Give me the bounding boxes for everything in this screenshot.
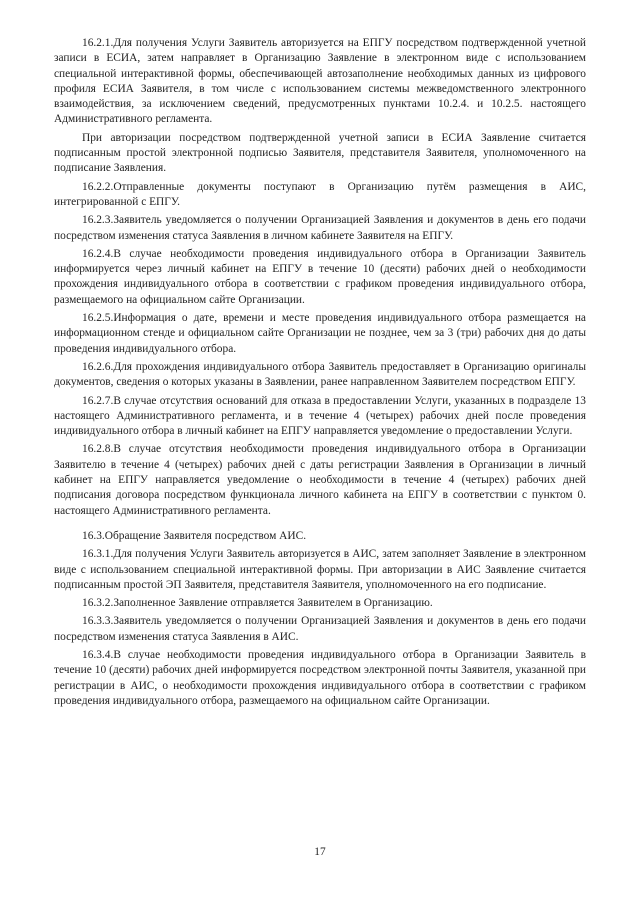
page-number: 17	[314, 846, 326, 858]
paragraph-16-2-7: 16.2.7.В случае отсутствия оснований для отказа в предоставлении Услуги, указанных в подразделе 13 настоящего Административного регламента, и в течение 4 (четырех) рабочих дней после проведения индивидуального отбора в личный кабинет на ЕПГУ направляется уведомление о предоставлении Услуги.	[54, 394, 586, 438]
document-page	[54, 36, 586, 712]
paragraph-16-2-3: 16.2.3.Заявитель уведомляется о получении Организацией Заявления и документов в день его подачи посредством изменения статуса Заявления в личном кабинете Заявителя на ЕПГУ.	[54, 214, 586, 242]
paragraph-esia-signature: При авторизации посредством подтвержденной учетной записи в ЕСИА Заявление считается подписанным простой электронной подписью Заявителя, представителя Заявителя, уполномоченного на подписание Заявления.	[54, 131, 586, 175]
paragraph-16-3-4: 16.3.4.В случае необходимости проведения индивидуального отбора в Организации Заявитель в течение 10 (десяти) рабочих дней информируется посредством электронной почты Заявителя, указанной при регистрации в АИС, о необходимости прохождения индивидуального отбора в соответствии с графиком проведения индивидуального отбора, размещаемого на официальном сайте Организации.	[54, 648, 586, 707]
paragraph-16-2-4: 16.2.4.В случае необходимости проведения индивидуального отбора в Организации Заявитель информируется через личный кабинет на ЕПГУ в течение 10 (десяти) рабочих дней о необходимости прохождения индивидуального отбора в соответствии с графиком проведения индивидуального отбора, размещаемого на официальном сайте Организации.	[54, 247, 586, 306]
paragraph-16-2-6: 16.2.6.Для прохождения индивидуального отбора Заявитель предоставляет в Организацию оригиналы документов, сведения о которых указаны в Заявлении, ранее направленном Заявителем посредством ЕПГУ.	[54, 360, 586, 389]
paragraph-16-3-1: 16.3.1.Для получения Услуги Заявитель авторизуется в АИС, затем заполняет Заявление в электронном виде с использованием специальной интерактивной формы. При авторизации в АИС Заявление считается подписанным простой ЭП Заявителя, представителя Заявителя, уполномоченного на его подписание.	[54, 548, 586, 591]
paragraph-16-2-2: 16.2.2.Отправленные документы поступают в Организацию путём размещения в АИС, интегрированной с ЕПГУ.	[54, 180, 586, 208]
paragraph-16-2-8: 16.2.8.В случае отсутствия необходимости проведения индивидуального отбора в Организации Заявителю в течение 4 (четырех) рабочих дней с даты регистрации Заявления в Организации в личный кабинет на ЕПГУ направляется уведомление о необходимости в течение 4 (четырех) рабочих дней подписания договора посредством функционала личного кабинета на ЕПГУ в соответствии с пунктом 0. настоящего Административного регламента.	[54, 443, 586, 517]
paragraph-16-3-3: 16.3.3.Заявитель уведомляется о получении Организацией Заявления и документов в день его подачи посредством изменения статуса Заявления в АИС.	[54, 615, 586, 643]
paragraph-16-3-2: 16.3.2.Заполненное Заявление отправляется Заявителем в Организацию.	[82, 597, 433, 610]
paragraph-16-2-1: 16.2.1.Для получения Услуги Заявитель авторизуется на ЕПГУ посредством подтвержденной учетной записи в ЕСИА, затем направляет в Организацию Заявление в электронном виде с использованием специальной интерактивной формы, обеспечивающей автозаполнение необходимых данных из цифрового профиля ЕСИА Заявителя, в том числе с использованием системы межведомственного электронного взаимодействия, за исключением сведений, предусмотренных пунктами 10.2.4. и 10.2.5. настоящего Административного регламента.	[54, 37, 586, 126]
section-heading-16-3: 16.3.Обращение Заявителя посредством АИС.	[82, 529, 307, 542]
paragraph-16-2-5: 16.2.5.Информация о дате, времени и месте проведения индивидуального отбора размещается на информационном стенде и официальном сайте Организации не позднее, чем за 3 (три) рабочих дня до даты проведения индивидуального отбора.	[54, 312, 586, 355]
